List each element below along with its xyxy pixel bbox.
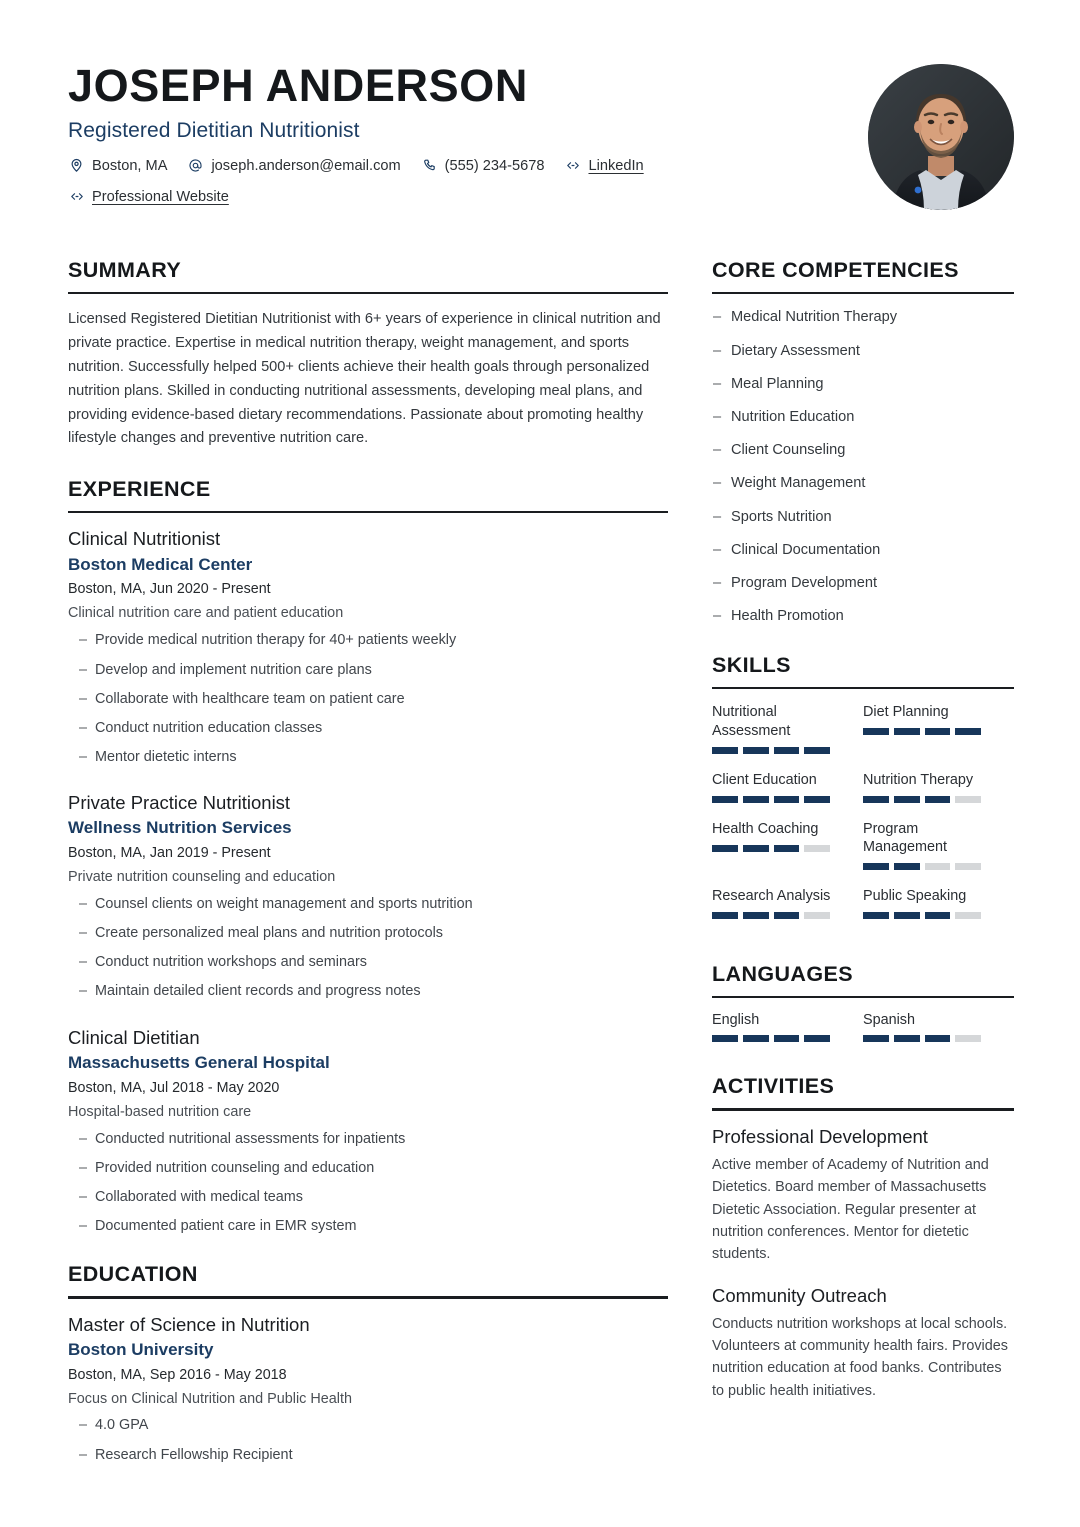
competency-item: – Nutrition Education <box>712 408 1014 428</box>
level-bar-segment <box>955 796 981 803</box>
entry-bullet: – Maintain detailed client records and progress notes <box>68 981 668 1001</box>
entry-title: Private Practice Nutritionist <box>68 792 291 814</box>
experience-entry <box>68 1026 668 1237</box>
level-bar-segment <box>955 728 981 735</box>
contact-text: LinkedIn <box>588 157 644 174</box>
level-bar-segment <box>804 747 830 754</box>
education-entry-list <box>68 1313 668 1465</box>
contact-text: Professional Website <box>92 188 229 205</box>
profile-photo <box>868 64 1014 210</box>
entry-description: Hospital-based nutrition care <box>68 1103 252 1120</box>
level-bar-segment <box>804 796 830 803</box>
skill-item <box>712 703 863 753</box>
level-bar-segment <box>894 796 920 803</box>
level-bar <box>712 796 830 803</box>
entry-location-dates: Boston, MA, Jul 2018 - May 2020 <box>68 1079 280 1096</box>
experience-entry-list <box>68 527 668 1236</box>
entry-bullet: – Counsel clients on weight management and sports nutrition <box>68 894 668 914</box>
level-bar-segment <box>743 912 769 919</box>
section-education <box>68 1262 668 1465</box>
entry-description: Private nutrition counseling and education <box>68 869 336 886</box>
competency-list <box>712 308 1014 626</box>
skill-name: Nutrition Therapy <box>863 771 974 788</box>
competency-item: – Client Counseling <box>712 441 1014 461</box>
competency-item: – Health Promotion <box>712 607 1014 627</box>
section-skills <box>712 653 1014 936</box>
main-column <box>68 258 668 1491</box>
entry-organization: Boston University <box>68 1339 214 1359</box>
level-bar-segment <box>894 728 920 735</box>
entry-bullet: – Provided nutrition counseling and education <box>68 1158 668 1178</box>
competency-item: – Sports Nutrition <box>712 508 1014 528</box>
level-bar-segment <box>804 845 830 852</box>
contact-text: (555) 234-5678 <box>444 157 545 174</box>
section-title-experience: EXPERIENCE <box>68 477 211 502</box>
experience-entry <box>68 791 668 1002</box>
contact-text: joseph.anderson@email.com <box>211 157 401 174</box>
competency-item: – Clinical Documentation <box>712 541 1014 561</box>
section-divider <box>68 1296 668 1298</box>
level-bar <box>863 1035 981 1042</box>
skill-name: Health Coaching <box>712 820 819 837</box>
entry-location-dates: Boston, MA, Jun 2020 - Present <box>68 581 271 598</box>
level-bar-segment <box>774 747 800 754</box>
level-bar <box>863 863 981 870</box>
section-divider <box>712 1108 1014 1110</box>
link-icon <box>564 157 581 174</box>
section-activities <box>712 1074 1014 1401</box>
level-bar-segment <box>712 796 738 803</box>
entry-bullet: – Mentor dietetic interns <box>68 747 668 767</box>
skill-item <box>863 820 1014 870</box>
skill-name: Nutritional Assessment <box>712 704 791 739</box>
entry-bullet: – Provide medical nutrition therapy for 40+ patients weekly <box>68 630 668 650</box>
level-bar-segment <box>712 912 738 919</box>
entry-bullet: – Develop and implement nutrition care plans <box>68 660 668 680</box>
phone-icon <box>421 157 438 174</box>
skill-name: Client Education <box>712 771 817 788</box>
level-bar-segment <box>743 1035 769 1042</box>
contact-item <box>187 157 400 174</box>
entry-bullet: – Conduct nutrition education classes <box>68 718 668 738</box>
skill-grid <box>712 703 1014 936</box>
level-bar-segment <box>894 912 920 919</box>
level-bar-segment <box>774 1035 800 1042</box>
language-item <box>863 1012 1014 1042</box>
level-bar <box>712 845 830 852</box>
level-bar-segment <box>774 912 800 919</box>
entry-bullet: – Collaborated with medical teams <box>68 1187 668 1207</box>
level-bar <box>712 1035 830 1042</box>
candidate-name: JOSEPH ANDERSON <box>68 60 528 111</box>
activity-entry <box>712 1125 1014 1266</box>
section-divider <box>68 292 668 294</box>
level-bar <box>712 912 830 919</box>
level-bar-segment <box>743 796 769 803</box>
level-bar-segment <box>925 1035 951 1042</box>
entry-organization: Massachusetts General Hospital <box>68 1052 330 1072</box>
entry-title: Clinical Nutritionist <box>68 528 221 550</box>
level-bar-segment <box>955 863 981 870</box>
level-bar-segment <box>925 863 951 870</box>
entry-location-dates: Boston, MA, Sep 2016 - May 2018 <box>68 1366 287 1383</box>
contact-item <box>421 157 545 174</box>
skill-name: Diet Planning <box>863 704 949 721</box>
competency-item: – Dietary Assessment <box>712 342 1014 362</box>
skill-item <box>863 887 1014 919</box>
level-bar-segment <box>863 912 889 919</box>
activity-description: Conducts nutrition workshops at local schools. Volunteers at community health fairs. Provides nutrition education at food banks. Contributes to public health initiatives. <box>712 1315 1008 1399</box>
level-bar-segment <box>863 796 889 803</box>
section-title-activities: ACTIVITIES <box>712 1074 835 1099</box>
section-title-education: EDUCATION <box>68 1262 198 1287</box>
entry-organization: Boston Medical Center <box>68 554 253 574</box>
entry-bullet: – 4.0 GPA <box>68 1415 668 1435</box>
candidate-headline: Registered Dietitian Nutritionist <box>68 119 360 143</box>
section-experience <box>68 477 668 1236</box>
skill-item <box>712 820 863 870</box>
entry-organization: Wellness Nutrition Services <box>68 818 292 838</box>
entry-bullet: – Documented patient care in EMR system <box>68 1216 668 1236</box>
link-icon <box>68 188 85 205</box>
entry-location-dates: Boston, MA, Jan 2019 - Present <box>68 845 271 862</box>
section-divider <box>712 996 1014 998</box>
skill-name: Public Speaking <box>863 888 967 905</box>
section-summary <box>68 258 668 451</box>
level-bar-segment <box>863 863 889 870</box>
skill-item <box>863 703 1014 753</box>
level-bar-segment <box>743 747 769 754</box>
level-bar-segment <box>712 845 738 852</box>
level-bar-segment <box>894 863 920 870</box>
competency-item: – Weight Management <box>712 474 1014 494</box>
level-bar-segment <box>774 845 800 852</box>
entry-bullet-list <box>68 630 668 767</box>
level-bar-segment <box>804 1035 830 1042</box>
level-bar <box>712 747 830 754</box>
language-name: Spanish <box>863 1012 916 1029</box>
level-bar-segment <box>712 747 738 754</box>
experience-entry <box>68 1313 668 1465</box>
section-title-summary: SUMMARY <box>68 258 182 282</box>
level-bar-segment <box>743 845 769 852</box>
level-bar-segment <box>925 728 951 735</box>
section-languages <box>712 962 1014 1048</box>
entry-bullet: – Conducted nutritional assessments for inpatients <box>68 1129 668 1149</box>
language-item <box>712 1012 863 1042</box>
skill-name: Program Management <box>863 820 947 856</box>
section-divider <box>712 687 1014 689</box>
contact-text: Boston, MA <box>92 157 168 174</box>
level-bar-segment <box>925 796 951 803</box>
section-divider <box>68 511 668 513</box>
level-bar-segment <box>863 728 889 735</box>
activity-title: Community Outreach <box>712 1284 887 1306</box>
contact-item[interactable] <box>564 157 643 174</box>
entry-bullet-list <box>68 1415 668 1464</box>
level-bar-segment <box>712 1035 738 1042</box>
entry-bullet: – Collaborate with healthcare team on patient care <box>68 689 668 709</box>
entry-description: Focus on Clinical Nutrition and Public Health <box>68 1390 352 1407</box>
entry-bullet: – Research Fellowship Recipient <box>68 1445 668 1465</box>
level-bar-segment <box>955 912 981 919</box>
section-title-skills: SKILLS <box>712 652 791 677</box>
skill-item <box>863 771 1014 803</box>
entry-bullet: – Create personalized meal plans and nutrition protocols <box>68 923 668 943</box>
experience-entry <box>68 527 668 767</box>
level-bar <box>863 728 981 735</box>
section-title-core-competencies: CORE COMPETENCIES <box>712 258 959 282</box>
level-bar-segment <box>925 912 951 919</box>
skill-name: Research Analysis <box>712 888 831 905</box>
resume-columns <box>68 258 1014 1491</box>
activity-description: Active member of Academy of Nutrition and Dietetics. Board member of Massachusetts Dietetic Association. Regular presenter at nutrition conferences. Mentor for dietetic students. <box>712 1156 989 1263</box>
level-bar-segment <box>774 796 800 803</box>
contact-item <box>68 157 167 174</box>
level-bar-segment <box>955 1035 981 1042</box>
skill-item <box>712 887 863 919</box>
level-bar <box>863 912 981 919</box>
summary-text: Licensed Registered Dietitian Nutritionist with 6+ years of experience in clinical nutrition and private practice. Expertise in medical nutrition therapy, weight management, and sports nutrition. Successfully helped 500+ clients achieve their health goals through personalized nutrition plans. Skilled in conducting nutritional assessments, developing meal plans, and providing evidence-based dietary recommendations. Passionate about promoting healthy lifestyle changes and preventive nutrition care. <box>68 311 661 447</box>
entry-bullet-list <box>68 1129 668 1237</box>
activity-entry <box>712 1284 1014 1402</box>
language-grid <box>712 1012 1014 1048</box>
entry-title: Clinical Dietitian <box>68 1026 200 1048</box>
activity-entry-list <box>712 1125 1014 1402</box>
at-sign-icon <box>187 157 204 174</box>
level-bar-segment <box>894 1035 920 1042</box>
location-pin-icon <box>68 157 85 174</box>
entry-bullet-list <box>68 894 668 1002</box>
level-bar <box>863 796 981 803</box>
activity-title: Professional Development <box>712 1125 928 1147</box>
competency-item: – Medical Nutrition Therapy <box>712 308 1014 328</box>
contact-list <box>68 157 708 205</box>
section-divider <box>712 292 1014 294</box>
entry-title: Master of Science in Nutrition <box>68 1313 310 1335</box>
side-column <box>712 258 1014 1428</box>
competency-item: – Meal Planning <box>712 375 1014 395</box>
level-bar-segment <box>863 1035 889 1042</box>
section-core-competencies <box>712 258 1014 627</box>
section-title-languages: LANGUAGES <box>712 962 853 987</box>
entry-description: Clinical nutrition care and patient education <box>68 605 344 622</box>
language-name: English <box>712 1012 760 1029</box>
resume-header <box>68 62 1014 222</box>
skill-item <box>712 771 863 803</box>
competency-item: – Program Development <box>712 574 1014 594</box>
contact-item[interactable] <box>68 188 229 205</box>
level-bar-segment <box>804 912 830 919</box>
entry-bullet: – Conduct nutrition workshops and seminars <box>68 952 668 972</box>
